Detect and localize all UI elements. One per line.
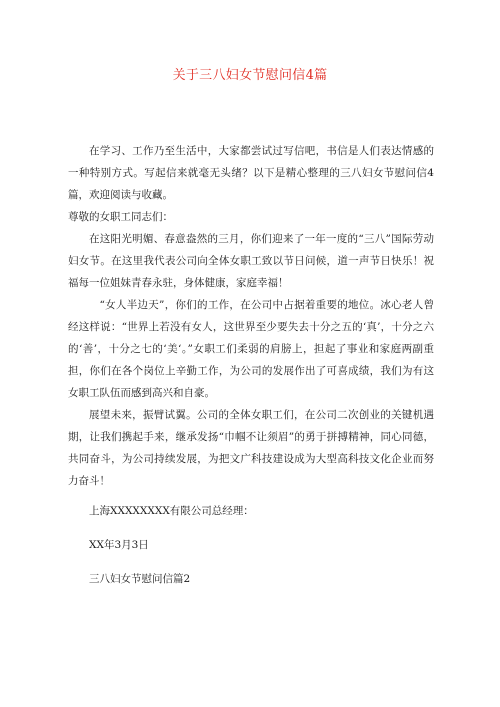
body-paragraph-2: “女人半边天”，你们的工作，在公司中占据着重要的地位。冰心老人曾经这样说：“世界上若没有女人，这世界至少要失去十分之五的‘真’，十分之六的‘善’，十分之七的‘美‘。”女职工们柔弱的肩膀上，担起了事业和家庭两副重担，你们在各个岗位上辛勤工作，为公司的发展作出了可喜成绩，我们为有这女职工队伍而感到高兴和自豪。 — [68, 299, 434, 399]
body-paragraph-1: 在这阳光明媚、春意盎然的三月，你们迎来了一年一度的“三八”国际劳动妇女节。在这里我代表公司向全体女职工致以节日问候，道一声节日快乐！祝福每一位姐妹青春永驻，身体健康，家庭幸福！ — [68, 233, 434, 289]
salutation: 尊敬的女职工同志们： — [68, 211, 173, 223]
signature-line: 上海XXXXXXXX有限公司总经理： — [89, 505, 254, 517]
document-title: 关于三八妇女节慰问信4篇 — [172, 68, 328, 83]
document-body — [68, 140, 434, 590]
body-paragraph-3: 展望未来，振臂试翼。公司的全体女职工们，在公司二次创业的关键机遇期，让我们携起手来，继承发扬“巾帼不让须眉”的勇于拼搏精神，同心同德，共同奋斗，为公司持续发展，为把文广科技建设成为大型高科技文化企业而努力奋斗！ — [68, 409, 434, 487]
next-section-heading: 三八妇女节慰问信篇2 — [89, 573, 191, 585]
date-line: XX年3月3日 — [89, 539, 149, 551]
intro-paragraph: 在学习、工作乃至生活中，大家都尝试过写信吧，书信是人们表达情感的一种特别方式。写起信来就毫无头绪？以下是精心整理的三八妇女节慰问信4篇，欢迎阅读与收藏。 — [68, 145, 434, 201]
